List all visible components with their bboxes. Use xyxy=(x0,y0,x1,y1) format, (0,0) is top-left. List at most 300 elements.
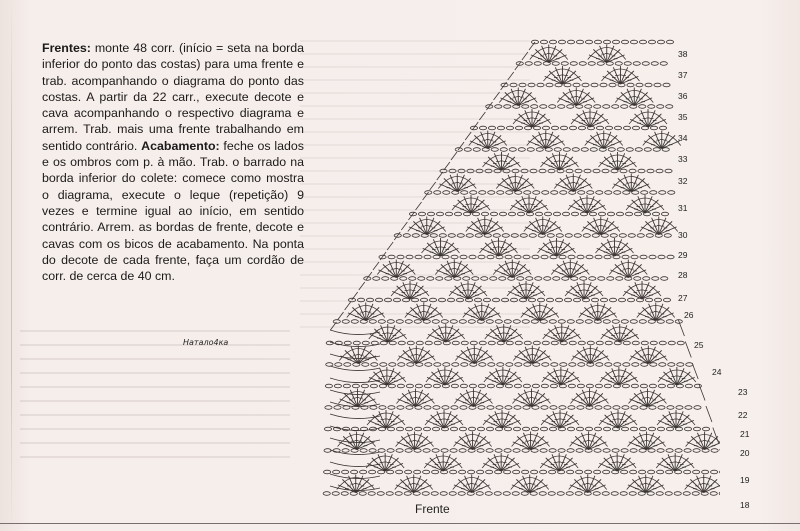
chain-stitch xyxy=(510,298,517,302)
chain-stitch xyxy=(634,277,641,281)
chain-stitch xyxy=(642,62,649,66)
finishing-text: feche os lados e os ombros com p. à mão. Trab. o barrado na borda inferior do colete: comece como mostra o diagrama, execute o leque (repetição) 9 vezes e termine igual ao início, em sentido contrário. Arrem. as bordas de frente, decote e cavas com os bicos de acabamento. Na ponta do decote de cada frente, faça um cordão de corr. de cerca de 40 cm. xyxy=(42,138,304,284)
chain-stitch xyxy=(567,40,574,44)
chain-stitch xyxy=(629,169,636,173)
chain-stitch xyxy=(637,234,644,238)
chain-stitch xyxy=(621,427,628,431)
chain-stitch xyxy=(702,427,709,431)
chain-stitch xyxy=(571,212,578,216)
chain-stitch xyxy=(591,298,598,302)
chain-stitch xyxy=(657,105,664,109)
chain-stitch xyxy=(551,341,558,345)
chain-stitch xyxy=(469,255,476,259)
chain-stitch xyxy=(549,40,556,44)
chain-stitch xyxy=(521,492,528,496)
chain-stitch xyxy=(553,277,560,281)
chain-stitch xyxy=(609,298,616,302)
chain-stitch xyxy=(527,148,534,152)
chain-stitch xyxy=(521,169,528,173)
chain-stitch xyxy=(628,234,635,238)
chain-stitch xyxy=(504,470,511,474)
chain-stitch xyxy=(326,363,333,367)
chain-stitch xyxy=(454,212,461,216)
chain-stitch xyxy=(616,277,623,281)
chain-stitch xyxy=(657,470,664,474)
chain-stitch xyxy=(596,191,603,195)
chain-stitch xyxy=(324,449,331,453)
chain-stitch xyxy=(506,363,513,367)
chain-stitch xyxy=(590,148,597,152)
chain-stitch xyxy=(602,169,609,173)
chain-stitch xyxy=(624,62,631,66)
chain-stitch xyxy=(557,492,564,496)
row-number-33: 33 xyxy=(678,154,688,164)
chain-stitch xyxy=(623,363,630,367)
bottom-rule xyxy=(0,523,800,524)
chain-stitch xyxy=(405,320,412,324)
chain-stitch xyxy=(468,320,475,324)
chain-stitch xyxy=(504,427,511,431)
chain-stitch xyxy=(441,320,448,324)
chain-stitch xyxy=(667,406,674,410)
row-number-23: 23 xyxy=(738,387,748,397)
chain-stitch xyxy=(668,341,675,345)
chain-stitch xyxy=(586,255,593,259)
chain-stitch xyxy=(440,169,447,173)
chain-stitch xyxy=(577,384,584,388)
chain-stitch xyxy=(621,40,628,44)
chain-stitch xyxy=(560,191,567,195)
chain-stitch xyxy=(389,341,396,345)
chain-stitch xyxy=(495,320,502,324)
chain-stitch xyxy=(603,449,610,453)
chain-stitch xyxy=(658,384,665,388)
chain-stitch xyxy=(577,406,584,410)
pattern-instructions xyxy=(42,40,304,284)
chain-stitch xyxy=(578,341,585,345)
chain-stitch xyxy=(621,320,628,324)
chain-stitch xyxy=(692,492,699,496)
chain-stitch xyxy=(353,341,360,345)
chain-stitch xyxy=(603,427,610,431)
decote-stitch xyxy=(486,102,492,110)
chain-stitch xyxy=(388,384,395,388)
chain-stitch xyxy=(582,83,589,87)
decote-stitch xyxy=(416,202,422,210)
chain-stitch xyxy=(406,255,413,259)
chain-stitch xyxy=(407,341,414,345)
chain-stitch xyxy=(663,83,670,87)
chain-stitch xyxy=(541,406,548,410)
chain-stitch xyxy=(668,191,675,195)
chain-stitch xyxy=(573,298,580,302)
chain-stitch xyxy=(508,212,515,216)
chain-stitch xyxy=(558,40,565,44)
chain-stitch xyxy=(325,406,332,410)
chain-stitch xyxy=(415,255,422,259)
chain-stitch xyxy=(397,406,404,410)
chain-stitch xyxy=(657,320,664,324)
chain-stitch xyxy=(632,126,639,130)
chain-stitch xyxy=(442,255,449,259)
chain-stitch xyxy=(451,384,458,388)
chain-stitch xyxy=(600,83,607,87)
chain-stitch xyxy=(450,470,457,474)
chain-stitch xyxy=(546,298,553,302)
decote-stitch xyxy=(338,312,344,320)
chain-stitch xyxy=(479,341,486,345)
chain-stitch xyxy=(659,363,666,367)
chain-stitch xyxy=(449,492,456,496)
chain-stitch xyxy=(602,492,609,496)
chain-stitch xyxy=(512,492,519,496)
chain-stitch xyxy=(533,341,540,345)
chain-stitch xyxy=(583,234,590,238)
chain-stitch xyxy=(594,470,601,474)
chain-stitch xyxy=(560,363,567,367)
chain-stitch xyxy=(641,341,648,345)
chain-stitch xyxy=(438,298,445,302)
chain-stitch xyxy=(541,255,548,259)
chain-stitch xyxy=(439,234,446,238)
chain-stitch xyxy=(685,384,692,388)
chain-stitch xyxy=(546,83,553,87)
chain-stitch xyxy=(451,406,458,410)
chain-stitch xyxy=(578,191,585,195)
chain-stitch xyxy=(559,255,566,259)
chain-stitch xyxy=(663,298,670,302)
chain-stitch xyxy=(554,148,561,152)
chain-stitch xyxy=(487,406,494,410)
chain-stitch xyxy=(324,470,331,474)
chain-stitch xyxy=(565,234,572,238)
chain-stitch xyxy=(587,341,594,345)
chain-stitch xyxy=(384,298,391,302)
chain-stitch xyxy=(608,148,615,152)
chain-stitch xyxy=(380,363,387,367)
chain-stitch xyxy=(393,298,400,302)
chain-stitch xyxy=(506,126,513,130)
chain-stitch xyxy=(577,255,584,259)
chain-stitch xyxy=(693,470,700,474)
chain-stitch xyxy=(400,277,407,281)
chain-stitch xyxy=(468,427,475,431)
edge-stitch xyxy=(706,406,712,422)
chain-stitch xyxy=(533,126,540,130)
chain-stitch xyxy=(496,406,503,410)
chain-stitch xyxy=(523,406,530,410)
page-gutter xyxy=(11,0,12,531)
chain-stitch xyxy=(542,363,549,367)
chain-stitch xyxy=(493,234,500,238)
chain-stitch xyxy=(429,298,436,302)
chain-stitch xyxy=(622,255,629,259)
chain-stitch xyxy=(623,341,630,345)
chain-stitch xyxy=(461,363,468,367)
chain-stitch xyxy=(710,492,717,496)
chain-stitch xyxy=(481,212,488,216)
chain-stitch xyxy=(551,191,558,195)
chain-stitch xyxy=(569,341,576,345)
chain-stitch xyxy=(650,341,657,345)
chain-stitch xyxy=(467,169,474,173)
chain-stitch xyxy=(397,255,404,259)
chain-stitch xyxy=(542,191,549,195)
chain-stitch xyxy=(463,277,470,281)
chain-stitch xyxy=(596,126,603,130)
chain-stitch xyxy=(588,62,595,66)
chain-stitch xyxy=(631,384,638,388)
chain-stitch xyxy=(371,363,378,367)
chain-stitch xyxy=(485,169,492,173)
chain-stitch xyxy=(632,341,639,345)
decote-stitch xyxy=(451,152,457,160)
chain-stitch xyxy=(406,406,413,410)
chain-stitch xyxy=(382,277,389,281)
row-number-27: 27 xyxy=(678,293,688,303)
chain-stitch xyxy=(423,470,430,474)
chain-stitch xyxy=(641,191,648,195)
chain-stitch xyxy=(522,449,529,453)
chain-stitch xyxy=(505,406,512,410)
chain-stitch xyxy=(452,363,459,367)
chain-stitch xyxy=(458,492,465,496)
chain-stitch xyxy=(719,492,720,496)
chain-stitch xyxy=(459,470,466,474)
chain-stitch xyxy=(504,320,511,324)
chain-stitch xyxy=(660,62,667,66)
chain-stitch xyxy=(342,470,349,474)
chain-stitch xyxy=(684,427,691,431)
chain-stitch xyxy=(667,384,674,388)
chain-stitch xyxy=(436,212,443,216)
chain-stitch xyxy=(431,492,438,496)
chain-stitch xyxy=(654,83,661,87)
chain-stitch xyxy=(531,427,538,431)
chain-stitch xyxy=(450,320,457,324)
chain-stitch xyxy=(532,384,539,388)
diagram-caption: Frente xyxy=(415,502,450,516)
chain-stitch xyxy=(501,298,508,302)
chain-stitch xyxy=(594,40,601,44)
row-number-35: 35 xyxy=(678,112,688,122)
chain-stitch xyxy=(661,277,668,281)
chain-stitch xyxy=(398,363,405,367)
chain-stitch xyxy=(511,234,518,238)
chain-stitch xyxy=(626,148,633,152)
edge-stitch xyxy=(692,363,698,379)
chain-stitch xyxy=(558,320,565,324)
chain-stitch xyxy=(650,126,657,130)
chain-stitch xyxy=(630,427,637,431)
chain-stitch xyxy=(693,449,700,453)
chain-stitch xyxy=(434,341,441,345)
row-number-22: 22 xyxy=(738,410,748,420)
chain-stitch xyxy=(473,148,480,152)
chain-stitch xyxy=(396,470,403,474)
chain-stitch xyxy=(531,320,538,324)
chain-stitch xyxy=(537,83,544,87)
chain-stitch xyxy=(648,427,655,431)
chain-stitch xyxy=(434,363,441,367)
chain-stitch xyxy=(513,320,520,324)
chain-stitch xyxy=(440,492,447,496)
chain-stitch xyxy=(492,298,499,302)
chain-stitch xyxy=(342,449,349,453)
decote-stitch xyxy=(437,172,443,180)
chain-stitch xyxy=(469,384,476,388)
chain-stitch xyxy=(711,470,718,474)
chain-stitch xyxy=(549,470,556,474)
chain-stitch xyxy=(351,320,358,324)
chain-stitch xyxy=(632,363,639,367)
chain-stitch xyxy=(513,470,520,474)
chain-stitch xyxy=(369,320,376,324)
chain-stitch xyxy=(495,105,502,109)
chain-stitch xyxy=(535,212,542,216)
row-number-32: 32 xyxy=(678,176,688,186)
chain-stitch xyxy=(587,191,594,195)
chain-stitch xyxy=(427,277,434,281)
chain-stitch xyxy=(479,191,486,195)
chain-stitch xyxy=(434,191,441,195)
chain-stitch xyxy=(652,277,659,281)
chain-stitch xyxy=(531,470,538,474)
chain-stitch xyxy=(341,492,348,496)
decote-stitch xyxy=(423,192,429,200)
chain-stitch xyxy=(377,492,384,496)
chain-stitch xyxy=(549,320,556,324)
chain-stitch xyxy=(518,148,525,152)
chain-stitch xyxy=(653,148,660,152)
chain-stitch xyxy=(605,126,612,130)
chain-stitch xyxy=(667,255,674,259)
chain-stitch xyxy=(605,363,612,367)
chain-stitch xyxy=(572,148,579,152)
chain-stitch xyxy=(656,169,663,173)
chain-stitch xyxy=(458,169,465,173)
chain-stitch xyxy=(370,406,377,410)
chain-stitch xyxy=(579,62,586,66)
chain-stitch xyxy=(623,191,630,195)
chain-stitch xyxy=(634,212,641,216)
decote-stitch xyxy=(479,112,485,120)
chain-stitch xyxy=(639,40,646,44)
chain-stitch xyxy=(622,384,629,388)
chain-stitch xyxy=(547,234,554,238)
chain-stitch xyxy=(427,212,434,216)
chain-stitch xyxy=(533,191,540,195)
chain-stitch xyxy=(422,492,429,496)
chain-stitch xyxy=(652,212,659,216)
chain-stitch xyxy=(513,427,520,431)
chain-stitch xyxy=(651,62,658,66)
chain-stitch xyxy=(617,148,624,152)
chain-stitch xyxy=(460,406,467,410)
row-number-25: 25 xyxy=(694,340,704,350)
decote-stitch xyxy=(359,282,365,290)
chain-stitch xyxy=(639,470,646,474)
chain-stitch xyxy=(649,255,656,259)
chain-stitch xyxy=(618,298,625,302)
chain-stitch xyxy=(612,449,619,453)
chain-stitch xyxy=(563,148,570,152)
chain-stitch xyxy=(423,427,430,431)
chain-stitch xyxy=(535,277,542,281)
row-number-21: 21 xyxy=(740,429,750,439)
chain-stitch xyxy=(445,212,452,216)
chain-stitch xyxy=(425,341,432,345)
decote-stitch xyxy=(345,302,351,310)
chain-stitch xyxy=(620,169,627,173)
chain-stitch xyxy=(375,298,382,302)
crochet-diagram xyxy=(300,30,720,515)
chain-stitch xyxy=(548,492,555,496)
chain-stitch xyxy=(567,449,574,453)
chain-stitch xyxy=(568,384,575,388)
chain-stitch xyxy=(522,105,529,109)
chain-stitch xyxy=(650,191,657,195)
chain-stitch xyxy=(466,234,473,238)
chain-stitch xyxy=(486,320,493,324)
chain-stitch xyxy=(416,341,423,345)
chain-stitch xyxy=(405,427,412,431)
chain-stitch xyxy=(585,40,592,44)
chain-stitch xyxy=(479,126,486,130)
chain-stitch xyxy=(589,212,596,216)
chain-stitch xyxy=(523,384,530,388)
chain-stitch xyxy=(580,277,587,281)
chain-stitch xyxy=(553,212,560,216)
chain-stitch xyxy=(324,427,331,431)
chain-stitch xyxy=(333,320,340,324)
chain-stitch xyxy=(460,255,467,259)
chain-stitch xyxy=(646,234,653,238)
chain-stitch xyxy=(531,105,538,109)
chain-stitch xyxy=(423,449,430,453)
chain-stitch xyxy=(397,384,404,388)
chain-stitch xyxy=(605,341,612,345)
chain-stitch xyxy=(576,40,583,44)
chain-stitch xyxy=(666,105,673,109)
chain-stitch xyxy=(659,126,666,130)
chain-stitch xyxy=(644,148,651,152)
chain-stitch xyxy=(558,449,565,453)
chain-stitch xyxy=(528,298,535,302)
chain-stitch xyxy=(512,169,519,173)
chain-stitch xyxy=(595,384,602,388)
chain-stitch xyxy=(412,234,419,238)
chain-stitch xyxy=(645,298,652,302)
chain-stitch xyxy=(676,406,683,410)
chain-stitch xyxy=(594,449,601,453)
chain-stitch xyxy=(604,384,611,388)
chain-stitch xyxy=(549,449,556,453)
chain-stitch xyxy=(490,277,497,281)
border-loop xyxy=(330,414,380,419)
chain-stitch xyxy=(648,470,655,474)
chain-stitch xyxy=(386,492,393,496)
chain-stitch xyxy=(418,212,425,216)
chain-stitch xyxy=(499,277,506,281)
chain-stitch xyxy=(534,62,541,66)
decote-stitch xyxy=(465,132,471,140)
chain-stitch xyxy=(684,449,691,453)
chain-stitch xyxy=(664,234,671,238)
chain-stitch xyxy=(611,492,618,496)
chain-stitch xyxy=(666,470,673,474)
chain-stitch xyxy=(333,470,340,474)
